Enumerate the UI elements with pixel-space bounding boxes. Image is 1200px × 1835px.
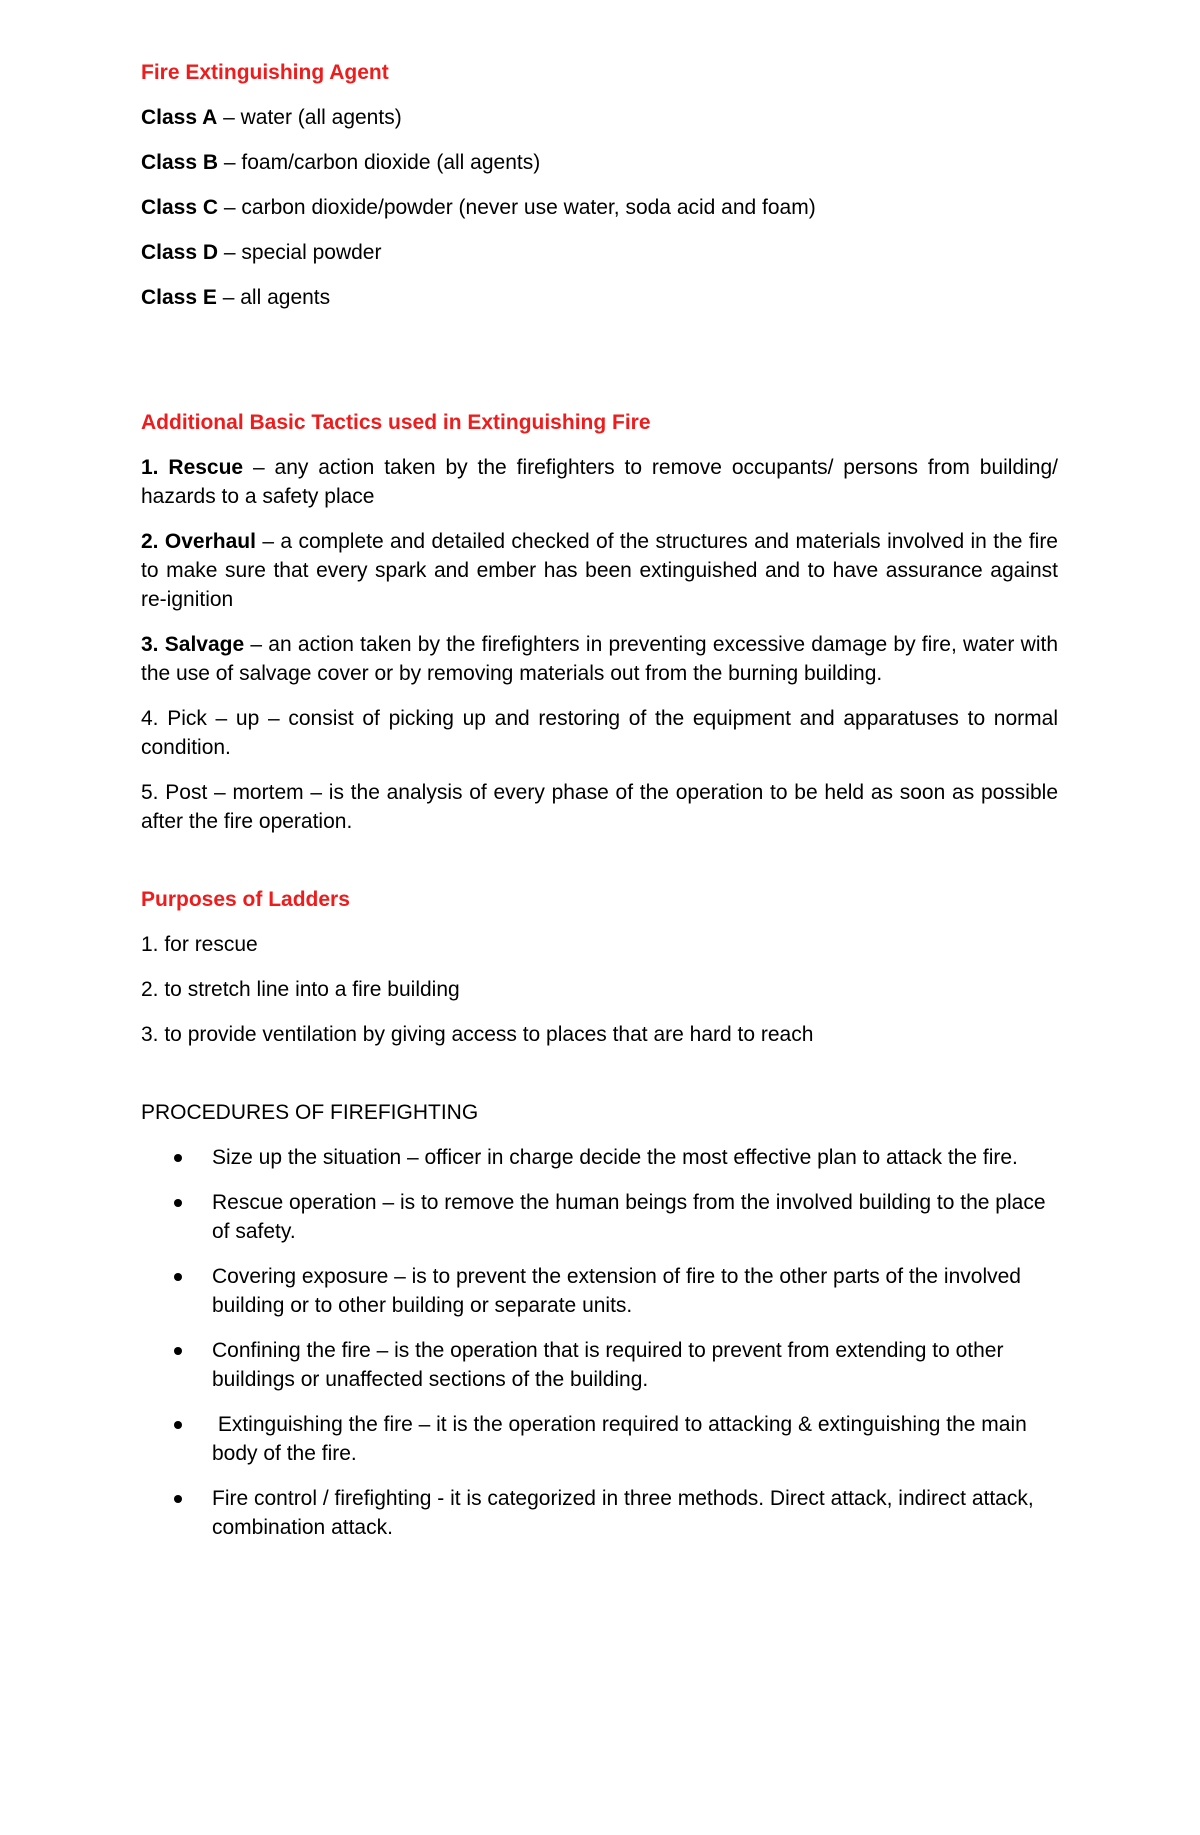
bullet-icon: [174, 1273, 182, 1281]
tactic-item-salvage: [141, 630, 1058, 688]
procedures-list: [141, 1143, 1058, 1542]
section-heading-procedures: PROCEDURES OF FIREFIGHTING: [141, 1101, 479, 1124]
class-text: – special powder: [218, 241, 382, 264]
procedure-item: [141, 1188, 1058, 1246]
tactic-item-overhaul: [141, 527, 1058, 614]
tactic-text: 4. Pick – up – consist of picking up and restoring of the equipment and apparatuses to normal condition.: [141, 707, 1058, 759]
tactic-text: – an action taken by the firefighters in preventing excessive damage by fire, water with the use of salvage cover or by removing materials out from the burning building.: [141, 633, 1058, 685]
class-text: – carbon dioxide/powder (never use water, soda acid and foam): [218, 196, 816, 219]
spacer: [141, 328, 1058, 408]
section-heading-basic-tactics: Additional Basic Tactics used in Extinguishing Fire: [141, 411, 651, 434]
procedure-text: Confining the fire – is the operation that is required to prevent from extending to other buildings or unaffected sections of the building.: [212, 1339, 1004, 1391]
class-label: Class C: [141, 196, 219, 219]
class-text: – all agents: [216, 286, 331, 309]
bullet-icon: [174, 1495, 182, 1503]
tactic-item-post-mortem: [141, 778, 1058, 836]
bullet-icon: [174, 1421, 182, 1429]
tactic-text: – a complete and detailed checked of the structures and materials involved in the fire to make sure that every spark and ember has been extinguished and to have assurance against re-ignition: [141, 530, 1058, 611]
tactic-label: 3. Salvage: [141, 633, 245, 656]
procedure-item: [141, 1143, 1058, 1172]
procedure-text: Covering exposure – is to prevent the extension of fire to the other parts of the involved building or to other building or separate units.: [212, 1265, 1021, 1317]
ladder-purpose-item: 1. for rescue: [141, 933, 258, 956]
tactic-item-rescue: [141, 453, 1058, 511]
class-line-e: [141, 283, 1058, 312]
class-line-a: [141, 103, 1058, 132]
class-label: Class B: [141, 151, 219, 174]
ladder-purpose-item: 3. to provide ventilation by giving access to places that are hard to reach: [141, 1023, 814, 1046]
procedure-text: Rescue operation – is to remove the human beings from the involved building to the place of safety.: [212, 1191, 1046, 1243]
procedure-text: Extinguishing the fire – it is the operation required to attacking & extinguishing the main body of the fire.: [212, 1413, 1033, 1465]
spacer: [141, 1065, 1058, 1098]
tactic-label: 2. Overhaul: [141, 530, 256, 553]
section-heading-extinguishing-agent: Fire Extinguishing Agent: [141, 61, 389, 84]
tactic-item-pick-up: [141, 704, 1058, 762]
procedure-item: [141, 1336, 1058, 1394]
class-text: – water (all agents): [217, 106, 402, 129]
procedure-item: [141, 1262, 1058, 1320]
class-line-b: [141, 148, 1058, 177]
procedure-item: [141, 1410, 1058, 1468]
bullet-icon: [174, 1199, 182, 1207]
tactic-text: 5. Post – mortem – is the analysis of every phase of the operation to be held as soon as possible after the fire operation.: [141, 781, 1058, 833]
procedure-item: [141, 1484, 1058, 1542]
class-text: – foam/carbon dioxide (all agents): [218, 151, 541, 174]
section-heading-ladders: Purposes of Ladders: [141, 888, 350, 911]
ladder-purpose-item: 2. to stretch line into a fire building: [141, 978, 460, 1001]
procedure-text: Fire control / firefighting - it is categorized in three methods. Direct attack, indirect attack, combination attack.: [212, 1487, 1034, 1539]
class-label: Class A: [141, 106, 218, 129]
bullet-icon: [174, 1347, 182, 1355]
class-line-d: [141, 238, 1058, 267]
bullet-icon: [174, 1154, 182, 1162]
tactic-label: 1. Rescue: [141, 456, 244, 479]
spacer: [141, 852, 1058, 885]
tactic-text: – any action taken by the firefighters to remove occupants/ persons from building/ hazards to a safety place: [141, 456, 1058, 508]
class-label: Class E: [141, 286, 217, 309]
procedure-text: Size up the situation – officer in charge decide the most effective plan to attack the fire.: [212, 1146, 1018, 1169]
class-label: Class D: [141, 241, 219, 264]
class-line-c: [141, 193, 1058, 222]
document-page: [141, 58, 1058, 1558]
